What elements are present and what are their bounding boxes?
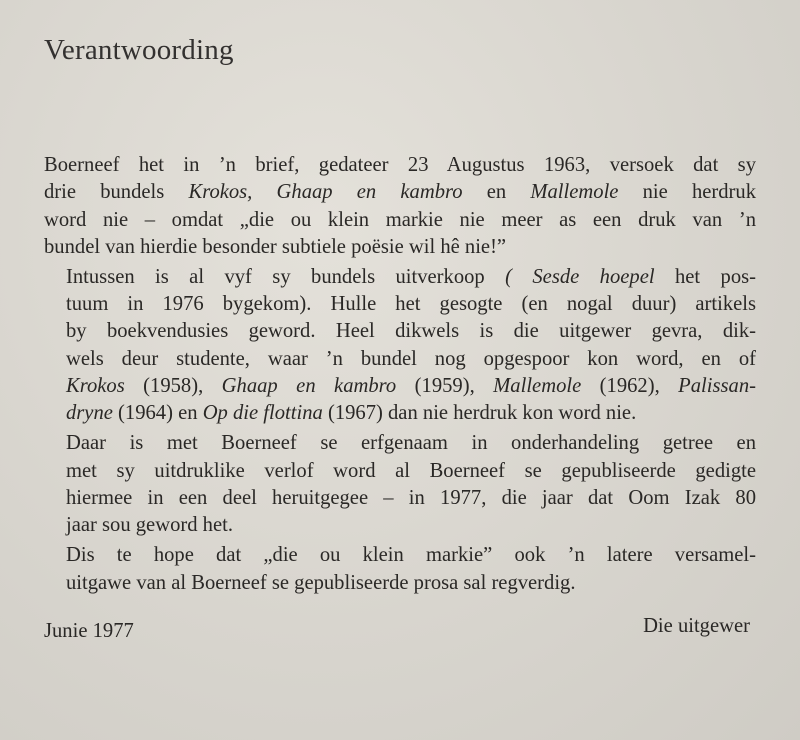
italic-title: Op die flottina [202, 402, 323, 425]
italic-title: dryne [66, 402, 113, 425]
page-title: Verantwoording [44, 34, 234, 66]
signature: Die uitgewer [643, 615, 750, 637]
text-line: wels deur studente, waar ’n bundel nog opgespoor kon word, en of [66, 347, 756, 370]
text-line: tuum in 1976 bygekom). Hulle het gesogte (en nogal duur) artikels [66, 293, 756, 316]
italic-title: Krokos, Ghaap en kambro [188, 181, 463, 204]
body-text [44, 152, 756, 600]
text-line: word nie – omdat „die ou klein markie nie meer as een druk van ’n [44, 208, 756, 231]
text-line: Boerneef het in ’n brief, gedateer 23 Augustus 1963, versoek dat sy [44, 154, 756, 176]
paragraph-4 [44, 542, 756, 597]
text-line: Dis te hope dat „die ou klein markie” ook ’n latere versamel- [66, 544, 756, 567]
paragraph-2 [44, 264, 756, 428]
italic-title: Krokos [66, 375, 125, 398]
italic-title: Mallemole [530, 181, 619, 204]
text-line: Intussen is al vyf sy bundels uitverkoop ( Sesde hoepel het pos- [66, 265, 757, 288]
text-line: jaar sou geword het. [66, 514, 233, 537]
paragraph-3 [44, 430, 756, 539]
text-line: drie bundels Krokos, Ghaap en kambro en Mallemole nie herdruk [44, 181, 757, 204]
text-line: Daar is met Boerneef se erfgenaam in onderhandeling getree en [66, 432, 756, 455]
publication-date: Junie 1977 [44, 620, 134, 642]
italic-title: Ghaap en kambro [221, 375, 397, 398]
text-line: hiermee in een deel heruitgegee – in 1977, die jaar dat Oom Izak 80 [66, 486, 756, 509]
paragraph-1 [44, 152, 756, 261]
italic-title: Palissan- [678, 375, 756, 398]
italic-title: ( Sesde hoepel [505, 265, 655, 288]
italic-title: Mallemole [493, 375, 582, 398]
text-line: dryne (1964) en Op die flottina (1967) dan nie herdruk kon word nie. [66, 402, 637, 425]
text-line: met sy uitdruklike verlof word al Boerneef se gepubliseerde gedigte [66, 459, 756, 482]
text-line: Krokos (1958), Ghaap en kambro (1959), Mallemole (1962), Palissan- [66, 375, 756, 398]
text-line: uitgawe van al Boerneef se gepubliseerde prosa sal regverdig. [66, 571, 576, 594]
text-line: by boekvendusies geword. Heel dikwels is die uitgewer gevra, dik- [66, 320, 756, 343]
text-line: bundel van hierdie besonder subtiele poësie wil hê nie!” [44, 235, 507, 258]
